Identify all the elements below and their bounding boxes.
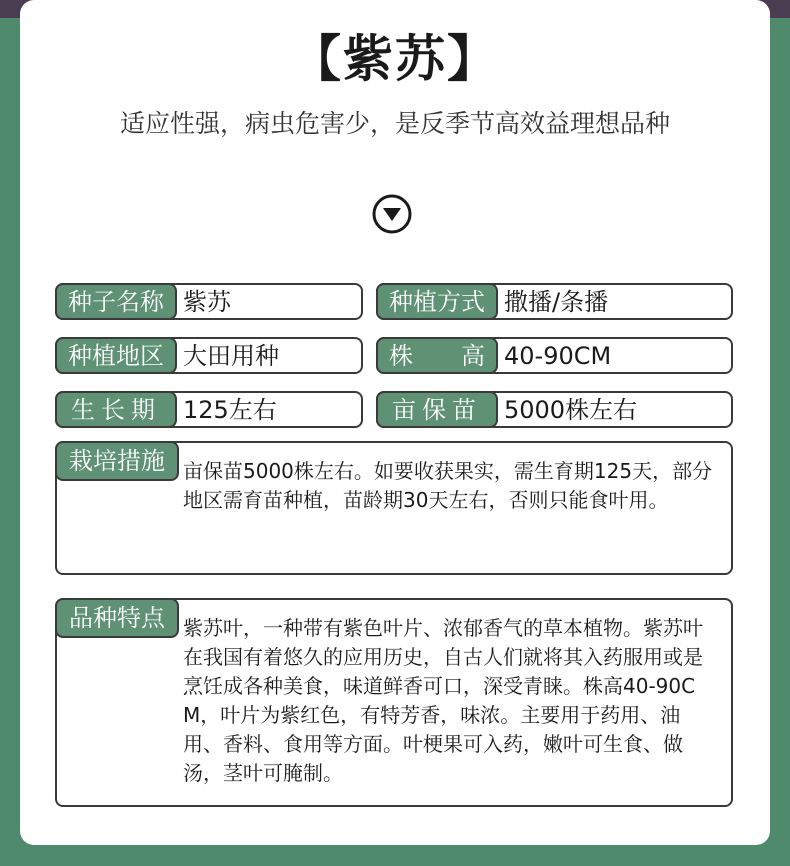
field-label: 生长期: [55, 391, 177, 428]
field-seedlings: [376, 391, 733, 428]
features-text: 紫苏叶，一种带有紫色叶片、浓郁香气的草本植物。紫苏叶在我国有着悠久的应用历史，自古人们就将其入药服用或是烹饪成各种美食，味道鲜香可口，深受青睐。株高40-90CM，叶片为紫红色，有特芳香，味浓。主要用于药用、油用、香料、食用等方面。叶梗果可入药，嫩叶可生食、做汤，茎叶可腌制。: [183, 616, 703, 785]
field-value: 40-90CM: [504, 342, 612, 370]
page-subtitle: 适应性强，病虫危害少，是反季节高效益理想品种: [119, 109, 670, 138]
field-value: 5000株左右: [504, 396, 638, 424]
field-plant-method: [376, 283, 733, 320]
features-box: [55, 598, 733, 807]
page-title: 【紫苏】: [291, 30, 499, 88]
field-label: 亩保苗: [376, 391, 498, 428]
cultivation-box: [55, 441, 733, 575]
field-value: 紫苏: [183, 288, 231, 316]
field-plant-region: [55, 337, 363, 374]
field-value: 撒播/条播: [504, 288, 609, 316]
box-label: 品种特点: [55, 598, 179, 638]
field-label: 株 高: [376, 337, 498, 374]
cultivation-text: 亩保苗5000株左右。如要收获果实，需生育期125天，部分地区需育苗种植，苗龄期30天左右，否则只能食叶用。: [183, 459, 713, 512]
field-label: 种植地区: [55, 337, 177, 374]
field-seed-name: [55, 283, 363, 320]
circle-down-arrow-icon: [372, 194, 412, 234]
field-plant-height: [376, 337, 733, 374]
field-label: 种子名称: [55, 283, 177, 320]
field-value: 大田用种: [183, 342, 279, 370]
box-label: 栽培措施: [55, 441, 179, 481]
field-label: 种植方式: [376, 283, 498, 320]
field-growth-period: [55, 391, 363, 428]
field-value: 125左右: [183, 396, 277, 424]
